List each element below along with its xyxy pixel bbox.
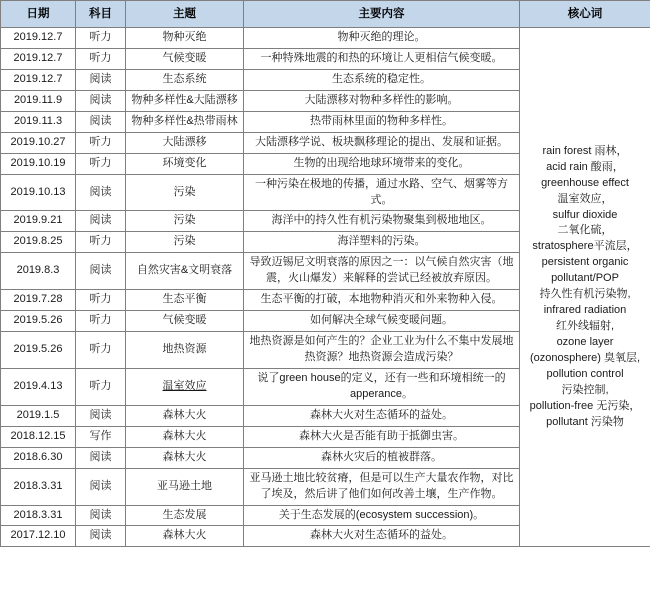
- vocabulary-line: acid rain 酸雨，: [546, 160, 624, 173]
- cell-content: 生态平衡的打破，本地物种消灭和外来物种入侵。: [244, 290, 520, 311]
- cell-content: 如何解决全球气候变暖问题。: [244, 311, 520, 332]
- vocabulary-line: pollutant 污染物: [546, 415, 624, 428]
- topic-label: 生态发展: [162, 508, 207, 521]
- cell-content: 海洋塑料的污染。: [244, 232, 520, 253]
- cell-content: 热带雨林里面的物种多样性。: [244, 111, 520, 132]
- vocabulary-line: ozone layer: [556, 336, 614, 348]
- cell-topic: [126, 153, 244, 174]
- topic-label: 污染: [173, 214, 196, 227]
- cell-topic: [126, 253, 244, 290]
- cell-subject: 阅读: [76, 505, 126, 526]
- topic-label: 物种灭绝: [162, 31, 207, 43]
- cell-date: 2019.4.13: [1, 368, 76, 405]
- topic-label: 森林大火: [162, 429, 207, 442]
- cell-subject: 阅读: [76, 69, 126, 90]
- cell-subject: 听力: [76, 48, 126, 69]
- table-row: [1, 28, 650, 49]
- cell-date: 2019.12.7: [1, 28, 76, 49]
- vocabulary-line: pollutant/POP: [551, 272, 619, 285]
- topic-label: 环境变化: [162, 156, 207, 169]
- cell-content: 一种污染在极地的传播，通过水路、空气、烟雾等方式。: [244, 174, 520, 211]
- topic-label: 污染: [173, 185, 196, 198]
- cell-topic: [126, 426, 244, 447]
- vocabulary-list: [523, 144, 647, 431]
- cell-date: 2018.12.15: [1, 426, 76, 447]
- topic-label: 地热资源: [162, 343, 207, 356]
- cell-content: 导致迈锡尼文明衰落的原因之一：以气候自然灾害（地震，火山爆发）来解释的尝试已经被放弃原因。: [244, 253, 520, 290]
- cell-subject: 阅读: [76, 447, 126, 468]
- cell-date: 2019.1.5: [1, 405, 76, 426]
- cell-topic: [126, 290, 244, 311]
- cell-date: 2019.8.25: [1, 232, 76, 253]
- cell-date: 2017.12.10: [1, 526, 76, 547]
- table-header: [1, 1, 650, 28]
- cell-subject: 听力: [76, 368, 126, 405]
- cell-date: 2019.10.13: [1, 174, 76, 211]
- cell-subject: 阅读: [76, 111, 126, 132]
- cell-subject: 听力: [76, 332, 126, 369]
- cell-subject: 写作: [76, 426, 126, 447]
- cell-topic: [126, 174, 244, 211]
- column-header-content: 主要内容: [244, 1, 520, 28]
- vocabulary-line: stratosphere平流层，: [532, 240, 638, 253]
- vocabulary-line: persistent organic: [541, 256, 629, 269]
- cell-subject: 阅读: [76, 90, 126, 111]
- topic-label: 生态系统: [162, 72, 207, 85]
- topic-label: 生态平衡: [162, 293, 207, 306]
- topic-link[interactable]: 温室效应: [162, 379, 207, 392]
- cell-date: 2019.12.7: [1, 48, 76, 69]
- cell-topic: [126, 311, 244, 332]
- cell-content: 大陆漂移对物种多样性的影响。: [244, 90, 520, 111]
- cell-topic: [126, 28, 244, 49]
- cell-date: 2018.3.31: [1, 468, 76, 505]
- cell-core-vocabulary: [520, 28, 650, 547]
- cell-content: 森林大火对生态循环的益处。: [244, 526, 520, 547]
- cell-date: 2019.5.26: [1, 332, 76, 369]
- vocabulary-line: sulfur dioxide: [552, 208, 618, 221]
- vocabulary-line: 红外线辐射,: [555, 320, 615, 333]
- cell-content: 物种灭绝的理论。: [244, 28, 520, 49]
- topic-label: 自然灾害&文明衰落: [136, 264, 233, 277]
- vocabulary-line: 持久性有机污染物,: [539, 288, 631, 301]
- cell-date: 2019.5.26: [1, 311, 76, 332]
- cell-subject: 阅读: [76, 253, 126, 290]
- cell-date: 2019.11.3: [1, 111, 76, 132]
- column-header-topic: 主题: [126, 1, 244, 28]
- cell-topic: [126, 447, 244, 468]
- cell-subject: 听力: [76, 153, 126, 174]
- column-header-date: 日期: [1, 1, 76, 28]
- cell-topic: [126, 69, 244, 90]
- topic-label: 森林大火: [162, 450, 207, 463]
- cell-topic: [126, 526, 244, 547]
- topic-label: 气候变暖: [162, 51, 207, 64]
- table-body: [1, 28, 650, 547]
- cell-content: 大陆漂移学说、板块飘移理论的提出、发展和证据。: [244, 132, 520, 153]
- cell-content: 森林大火对生态循环的益处。: [244, 405, 520, 426]
- topic-label: 森林大火: [162, 408, 207, 421]
- vocabulary-line: rain forest 雨林，: [542, 144, 628, 157]
- cell-subject: 听力: [76, 232, 126, 253]
- topic-label: 森林大火: [162, 529, 207, 542]
- vocabulary-line: greenhouse effect: [541, 176, 629, 189]
- cell-content: 森林火灾后的植被群落。: [244, 447, 520, 468]
- header-row: [1, 1, 650, 28]
- cell-content: 生物的出现给地球环境带来的变化。: [244, 153, 520, 174]
- cell-subject: 阅读: [76, 405, 126, 426]
- cell-subject: 阅读: [76, 211, 126, 232]
- vocabulary-line: pollution-free 无污染，: [529, 399, 641, 412]
- cell-date: 2019.8.3: [1, 253, 76, 290]
- topic-label: 物种多样性&热带雨林: [131, 114, 238, 127]
- cell-date: 2019.9.21: [1, 211, 76, 232]
- vocabulary-line: infrared radiation: [543, 304, 627, 317]
- cell-subject: 阅读: [76, 468, 126, 505]
- cell-topic: [126, 211, 244, 232]
- cell-date: 2019.7.28: [1, 290, 76, 311]
- cell-topic: [126, 405, 244, 426]
- cell-topic: [126, 48, 244, 69]
- topic-label: 亚马逊土地: [157, 479, 212, 492]
- topic-label: 物种多样性&大陆漂移: [131, 93, 238, 106]
- cell-date: 2019.11.9: [1, 90, 76, 111]
- cell-topic: [126, 132, 244, 153]
- cell-content: 海洋中的持久性有机污染物聚集到极地地区。: [244, 211, 520, 232]
- vocabulary-line: (ozonosphere) 臭氧层,: [529, 351, 641, 364]
- vocabulary-line: 温室效应，: [557, 192, 613, 205]
- cell-date: 2019.12.7: [1, 69, 76, 90]
- topic-label: 污染: [173, 235, 196, 248]
- cell-topic: [126, 232, 244, 253]
- cell-content: 森林大火是否能有助于抵御虫害。: [244, 426, 520, 447]
- topic-label: 气候变暖: [162, 314, 207, 327]
- cell-topic: [126, 505, 244, 526]
- topic-label: 大陆漂移: [162, 135, 207, 148]
- cell-subject: 阅读: [76, 174, 126, 211]
- cell-content: 关于生态发展的(ecosystem succession)。: [244, 505, 520, 526]
- cell-content: 说了green house的定义，还有一些和环境相统一的apperance。: [244, 368, 520, 405]
- cell-topic: [126, 111, 244, 132]
- vocabulary-line: pollution control: [546, 367, 624, 380]
- cell-subject: 听力: [76, 311, 126, 332]
- cell-topic: [126, 90, 244, 111]
- vocabulary-line: 污染控制,: [561, 383, 609, 396]
- cell-subject: 听力: [76, 28, 126, 49]
- cell-content: 亚马逊土地比较贫瘠，但是可以生产大量农作物，对比了埃及，然后讲了他们如何改善土壤，生产作物。: [244, 468, 520, 505]
- cell-date: 2019.10.19: [1, 153, 76, 174]
- cell-date: 2018.6.30: [1, 447, 76, 468]
- cell-content: 一种特殊地震的和热的环境让人更相信气候变暖。: [244, 48, 520, 69]
- cell-subject: 听力: [76, 132, 126, 153]
- cell-topic: [126, 332, 244, 369]
- cell-topic: [126, 468, 244, 505]
- column-header-subject: 科目: [76, 1, 126, 28]
- cell-subject: 听力: [76, 290, 126, 311]
- cell-subject: 阅读: [76, 526, 126, 547]
- cell-content: 生态系统的稳定性。: [244, 69, 520, 90]
- vocabulary-line: 二氧化硫，: [557, 224, 613, 237]
- cell-date: 2018.3.31: [1, 505, 76, 526]
- cell-date: 2019.10.27: [1, 132, 76, 153]
- column-header-vocab: 核心词: [520, 1, 650, 28]
- cell-content: 地热资源是如何产生的？企业工业为什么不集中发展地热资源？地热资源会造成污染？: [244, 332, 520, 369]
- cell-topic[interactable]: [126, 368, 244, 405]
